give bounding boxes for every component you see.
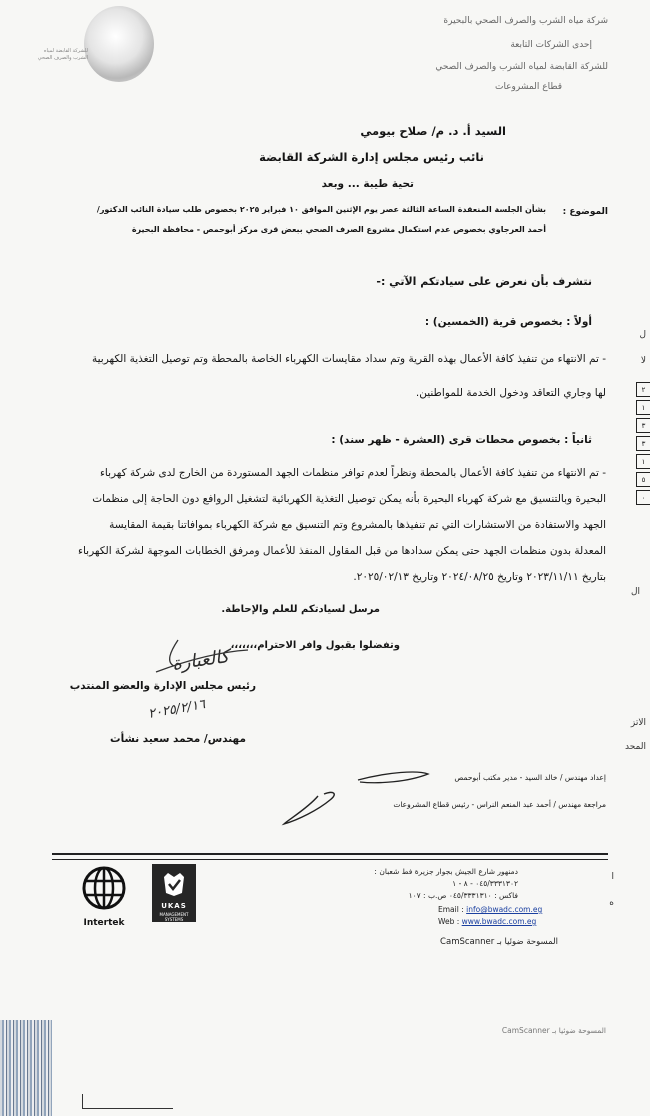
section-2-heading: ثانياً : بخصوص محطات قرى (العشرة - ظهر سند) : <box>331 434 592 446</box>
footer-phone: ٠٤٥/٣٣٣١٣٠٢ - ٨ - ١ <box>452 879 518 888</box>
scan-edge-artifact <box>0 1020 52 1116</box>
margin-fragment: لا <box>640 356 646 366</box>
camscanner-watermark: المسوحة ضوئيا بـ CamScanner <box>440 937 558 947</box>
handwritten-note: كالعبارة <box>170 646 231 675</box>
recipient-name: السيد أ. د. م/ صلاح بيومي <box>360 124 506 138</box>
margin-fragment: الاتز <box>630 718 646 728</box>
section-2-line-2: البحيرة وبالتنسيق مع شركة كهرباء البحيرة بأنه يمكن توصيل التغذية الكهربائية لتشغيل الروافع دون الحاجة إلى منظمات <box>92 493 606 505</box>
company-name: شركة مياه الشرب والصرف الصحي بالبحيرة <box>443 16 608 26</box>
margin-fragment: ه <box>609 898 614 908</box>
company-logo <box>84 6 154 82</box>
recipient-title: نائب رئيس مجلس إدارة الشركة القابضة <box>259 150 484 164</box>
footer-email <box>438 904 542 916</box>
footer-rule-thin <box>52 859 608 860</box>
intro: نتشرف بأن نعرض على سيادتكم الآتي :- <box>376 275 592 288</box>
margin-box: ٥ <box>636 472 650 487</box>
footer-fax: فاكس : ٠٤٥/٣٣٣١٣١٠ ص.ب : ١٠٧ <box>408 891 518 900</box>
section-2-line-5: بتاريخ ٢٠٢٣/١١/١١ وتاريخ ٢٠٢٤/٠٨/٢٥ وتاريخ ٢٠٢٥/٠٢/١٣. <box>353 571 606 583</box>
reviewer-signature <box>278 766 468 830</box>
ukas-logo <box>152 864 196 922</box>
signatory-name: مهندس/ محمد سعيد نشأت <box>110 733 246 745</box>
crown-tick-icon <box>162 871 186 897</box>
company-affiliation: إحدى الشركات التابعة <box>510 40 592 50</box>
margin-number-boxes <box>636 382 650 508</box>
margin-box: ٠ <box>636 490 650 505</box>
sector-name: قطاع المشروعات <box>494 82 562 92</box>
margin-fragment: المحد <box>625 742 646 752</box>
section-2-line-1: - تم الانتهاء من تنفيذ كافة الأعمال بالمحطة ونظراً لعدم توافر منظمات الجهد المستوردة من الخارج لدى شركة كهرباء <box>99 467 606 479</box>
email-link[interactable]: info@bwadc.com.eg <box>466 905 543 914</box>
intertek-logo <box>76 866 132 926</box>
web-label: Web : <box>438 917 460 926</box>
margin-fragment: ا <box>611 872 614 882</box>
reviewed-by: مراجعة مهندس / أحمد عبد المنعم النراس - رئيس قطاع المشروعات <box>393 800 606 809</box>
footer-web <box>438 916 536 928</box>
section-2-line-3: الجهد والاستفادة من الاستشارات التي تم تنفيذها بالمشروع وتم التنسيق مع شركة الكهرباء بموافاتنا بقيمة المقايسة <box>109 519 606 531</box>
page-corner-mark <box>82 1094 173 1109</box>
section-1-line-1: - تم الانتهاء من تنفيذ كافة الأعمال بهذه القرية وتم سداد مقايسات الكهرباء الخاصة بالمحطة وتم توصيل التغذية الكهربية <box>91 353 606 365</box>
section-1-heading: أولاً : بخصوص قرية (الخمسين) : <box>424 316 592 328</box>
subject-line-2: أحمد العرجاوي بخصوص عدم استكمال مشروع الصرف الصحي ببعض قرى مركز أبوحمص - محافظة البحيرة <box>131 225 546 234</box>
closing-line-2: وتفضلوا بقبول وافر الاحترام،،،،،،، <box>230 640 400 651</box>
margin-fragment: ل <box>639 330 646 340</box>
footer-address: دمنهور شارع الجيش بجوار جزيرة فط شعبان : <box>374 867 518 876</box>
signatory-title: رئيس مجلس الإدارة والعضو المنتدب <box>69 680 256 692</box>
web-link[interactable]: www.bwadc.com.eg <box>461 917 537 926</box>
globe-icon <box>76 866 132 912</box>
margin-box: ١ <box>636 454 650 469</box>
margin-box: ١ <box>636 400 650 415</box>
subject-line-1: بشأن الجلسة المنعقدة الساعة الثالثة عصر يوم الإثنين الموافق ١٠ فبراير ٢٠٢٥ بخصوص طلب سيادة النائب الدكتور/ <box>96 205 546 214</box>
ukas-label: UKAS <box>161 902 187 910</box>
section-1-line-2: لها وجاري التعاقد ودخول الخدمة للمواطنين. <box>415 387 606 399</box>
logo-caption: للشركة القابضة لمياه الشرب والصرف الصحي <box>37 48 88 61</box>
footer-rule-thick <box>52 853 608 855</box>
handwritten-date: ٢٠٢٥/٢/١٦ <box>147 697 207 722</box>
margin-box: ٣ <box>636 436 650 451</box>
margin-fragment: ال <box>630 587 640 597</box>
camscanner-watermark-faint: المسوحة ضوئيا بـ CamScanner <box>501 1026 606 1035</box>
greeting: تحية طيبة ... وبعد <box>321 178 414 190</box>
prepared-by: إعداد مهندس / خالد السيد - مدير مكتب أبوحمص <box>454 773 606 782</box>
subject-label: الموضوع : <box>562 207 608 217</box>
ukas-sub-label: MANAGEMENT SYSTEMS <box>159 912 189 922</box>
intertek-label: Intertek <box>83 918 125 928</box>
margin-box: ٣ <box>636 418 650 433</box>
margin-box: ٢ <box>636 382 650 397</box>
holding-company: للشركة القابضة لمياه الشرب والصرف الصحي <box>435 62 608 72</box>
closing-line-1: مرسل لسيادتكم للعلم والإحاطة. <box>221 604 380 615</box>
email-label: Email : <box>438 905 464 914</box>
section-2-line-4: المعدلة بدون منظمات الجهد حتى يمكن سدادها من قبل المقاول المنفذ للأعمال ومرفق الخطابات الموجهة لشركة الكهرباء <box>78 545 606 557</box>
